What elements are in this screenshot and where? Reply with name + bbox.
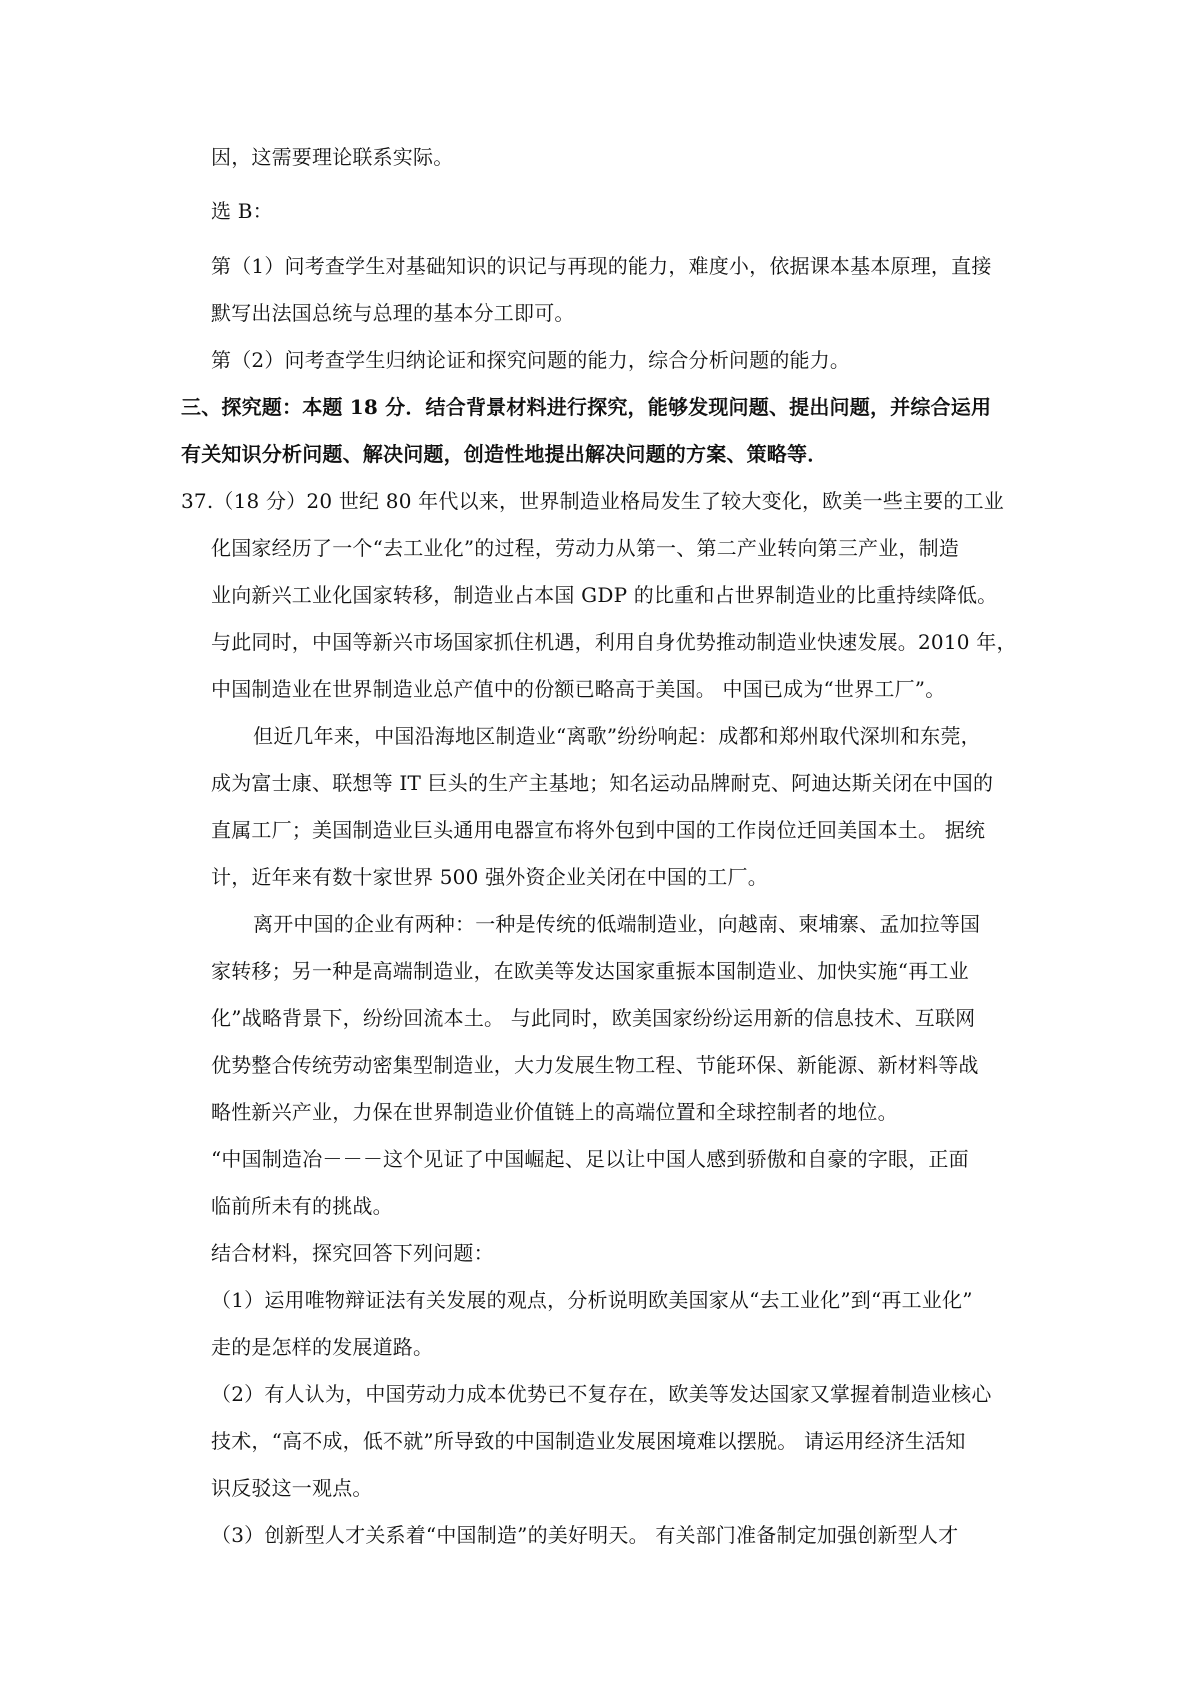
text-line: 第（1）问考查学生对基础知识的识记与再现的能力，难度小，依据课本基本原理，直接 xyxy=(211,254,992,278)
text-line: 但近几年来，中国沿海地区制造业“离歌”纷纷响起：成都和郑州取代深圳和东莞， xyxy=(253,724,981,748)
text-line: 识反驳这一观点。 xyxy=(211,1476,373,1500)
question-line: 37.（18 分）20 世纪 80 年代以来，世界制造业格局发生了较大变化，欧美一些主要的工业 xyxy=(181,489,1004,513)
text-line: 临前所未有的挑战。 xyxy=(211,1194,393,1218)
text-line: 业向新兴工业化国家转移，制造业占本国 GDP 的比重和占世界制造业的比重持续降低。 xyxy=(211,583,998,607)
text-line: 直属工厂；美国制造业巨头通用电器宣布将外包到中国的工作岗位迁回美国本土。 据统 xyxy=(211,818,986,842)
text-line: 化国家经历了一个“去工业化”的过程，劳动力从第一、第二产业转向第三产业，制造 xyxy=(211,536,960,560)
text-line: 走的是怎样的发展道路。 xyxy=(211,1335,434,1359)
text-line: 结合材料，探究回答下列问题： xyxy=(211,1241,494,1265)
text-line: 与此同时，中国等新兴市场国家抓住机遇，利用自身优势推动制造业快速发展。2010 年， xyxy=(211,630,1017,654)
text-line: 默写出法国总统与总理的基本分工即可。 xyxy=(211,301,575,325)
text-line: 技术，“高不成，低不就”所导致的中国制造业发展困境难以摆脱。 请运用经济生活知 xyxy=(211,1429,966,1453)
text-line: （3）创新型人才关系着“中国制造”的美好明天。 有关部门准备制定加强创新型人才 xyxy=(211,1523,959,1547)
text-line: 计，近年来有数十家世界 500 强外资企业关闭在中国的工厂。 xyxy=(211,865,768,889)
text-line: 化”战略背景下，纷纷回流本土。 与此同时，欧美国家纷纷运用新的信息技术、互联网 xyxy=(211,1006,976,1030)
text-line: “中国制造冶－－－这个见证了中国崛起、足以让中国人感到骄傲和自豪的字眼，正面 xyxy=(211,1147,969,1171)
text-line: 第（2）问考查学生归纳论证和探究问题的能力，综合分析问题的能力。 xyxy=(211,348,851,372)
text-line: 优势整合传统劳动密集型制造业，大力发展生物工程、节能环保、新能源、新材料等战 xyxy=(211,1053,979,1077)
section-heading: 三、探究题：本题 18 分．结合背景材料进行探究，能够发现问题、提出问题，并综合运用 xyxy=(181,395,992,419)
text-line: 离开中国的企业有两种：一种是传统的低端制造业，向越南、柬埔寨、孟加拉等国 xyxy=(253,912,981,936)
text-line: 选 B： xyxy=(211,199,273,223)
text-line: 中国制造业在世界制造业总产值中的份额已略高于美国。 中国已成为“世界工厂”。 xyxy=(211,677,946,701)
text-line: 家转移；另一种是高端制造业，在欧美等发达国家重振本国制造业、加快实施“再工业 xyxy=(211,959,969,983)
text-line: （2）有人认为，中国劳动力成本优势已不复存在，欧美等发达国家又掌握着制造业核心 xyxy=(211,1382,992,1406)
text-line: 因，这需要理论联系实际。 xyxy=(211,145,454,169)
section-heading: 有关知识分析问题、解决问题，创造性地提出解决问题的方案、策略等． xyxy=(181,442,828,466)
text-line: （1）运用唯物辩证法有关发展的观点，分析说明欧美国家从“去工业化”到“再工业化” xyxy=(211,1288,973,1312)
text-line: 成为富士康、联想等 IT 巨头的生产主基地；知名运动品牌耐克、阿迪达斯关闭在中国的 xyxy=(211,771,994,795)
text-line: 略性新兴产业，力保在世界制造业价值链上的高端位置和全球控制者的地位。 xyxy=(211,1100,898,1124)
